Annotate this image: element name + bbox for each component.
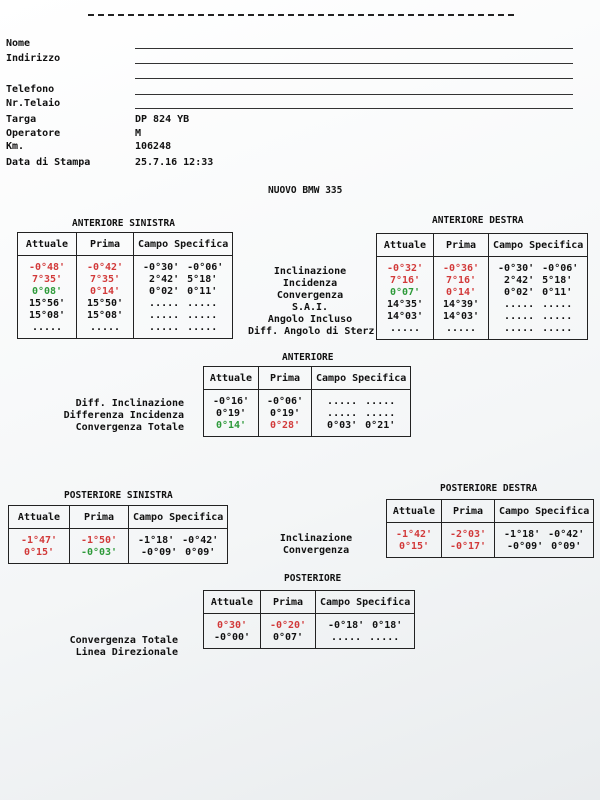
row-label: Differenza Incidenza: [63, 410, 184, 421]
row-label: Linea Direzionale: [75, 647, 178, 658]
table-row: [204, 632, 415, 649]
table-row: [18, 286, 233, 298]
before-cell: -1°50': [70, 529, 129, 548]
before-cell: 15°08': [77, 310, 134, 322]
spec-min: -0°09': [141, 547, 178, 558]
spec-cell: [312, 408, 411, 420]
before-cell: 15°50': [77, 298, 134, 310]
spec-min: .....: [327, 396, 358, 407]
rear-labels: [272, 533, 360, 557]
spec-max: .....: [187, 298, 218, 309]
actual-cell: 15°56': [18, 298, 77, 310]
before-cell: 0°07': [261, 632, 316, 649]
before-cell: 14°03': [434, 311, 489, 323]
table-row: [9, 547, 228, 564]
row-label: Diff. Inclinazione: [75, 398, 184, 409]
spec-max: 0°09': [185, 547, 216, 558]
plate-label: Targa: [6, 114, 37, 125]
col-actual: Attuale: [377, 234, 434, 257]
table-row: [377, 299, 588, 311]
spec-max: .....: [369, 632, 400, 643]
before-cell: -0°03': [70, 547, 129, 564]
front-right-table: [376, 233, 588, 340]
actual-cell: 15°08': [18, 310, 77, 322]
spec-min: -1°18': [504, 529, 541, 540]
col-spec: Campo Specifica: [129, 506, 228, 529]
spec-min: 2°42': [149, 274, 180, 285]
spec-cell: [489, 275, 588, 287]
actual-cell: -0°32': [377, 257, 434, 276]
front-right-title: ANTERIORE DESTRA: [432, 215, 524, 226]
spec-min: .....: [504, 311, 535, 322]
col-spec: Campo Specifica: [495, 500, 594, 523]
row-label: Convergenza: [276, 290, 344, 301]
row-label: Inclinazione: [279, 533, 353, 544]
before-cell: .....: [77, 322, 134, 339]
col-actual: Attuale: [387, 500, 442, 523]
spec-max: 0°21': [365, 420, 396, 431]
before-cell: -0°17': [442, 541, 495, 558]
spec-cell: [489, 257, 588, 276]
col-before: Prima: [77, 233, 134, 256]
actual-cell: -1°42': [387, 523, 442, 542]
table-row: [377, 323, 588, 340]
vehicle-title: NUOVO BMW 335: [268, 185, 343, 196]
actual-cell: -0°48': [18, 256, 77, 275]
address-label: Indirizzo: [6, 53, 61, 64]
spec-max: 0°11': [187, 286, 218, 297]
spec-max: .....: [542, 323, 573, 334]
actual-cell: 0°14': [204, 420, 259, 437]
spec-min: .....: [504, 323, 535, 334]
name-line: [135, 48, 573, 49]
before-cell: -0°42': [77, 256, 134, 275]
col-before: Prima: [442, 500, 495, 523]
row-label: Incidenza: [282, 278, 338, 289]
front-labels: [248, 266, 375, 338]
spec-max: .....: [365, 408, 396, 419]
spec-cell: [134, 322, 233, 339]
spec-cell: [489, 287, 588, 299]
chassis-line: [135, 108, 573, 109]
spec-min: .....: [149, 322, 180, 333]
table-row: [18, 274, 233, 286]
address-line-2: [135, 78, 573, 79]
front-total-labels: [56, 398, 184, 434]
spec-max: .....: [365, 396, 396, 407]
spec-max: 0°18': [372, 620, 403, 631]
spec-cell: [134, 310, 233, 322]
before-cell: 0°14': [434, 287, 489, 299]
spec-max: 5°18': [187, 274, 218, 285]
col-actual: Attuale: [18, 233, 77, 256]
spec-max: .....: [187, 322, 218, 333]
front-left-title: ANTERIORE SINISTRA: [72, 218, 175, 229]
actual-cell: 14°03': [377, 311, 434, 323]
name-label: Nome: [6, 38, 31, 49]
top-dashed-rule: [88, 14, 514, 16]
spec-max: 5°18': [542, 275, 573, 286]
spec-cell: [489, 299, 588, 311]
actual-cell: 0°15': [387, 541, 442, 558]
table-row: [18, 256, 233, 275]
table-row: [377, 287, 588, 299]
before-cell: -0°06': [259, 390, 312, 409]
front-left-table: [17, 232, 233, 339]
spec-cell: [129, 529, 228, 548]
rear-right-title: POSTERIORE DESTRA: [440, 483, 538, 494]
table-row: [18, 322, 233, 339]
front-table: [203, 366, 411, 437]
col-before: Prima: [70, 506, 129, 529]
row-label: Convergenza: [282, 545, 350, 556]
spec-min: -0°30': [143, 262, 180, 273]
spec-cell: [312, 420, 411, 437]
table-row: [9, 529, 228, 548]
actual-cell: 0°15': [9, 547, 70, 564]
before-cell: -0°20': [261, 614, 316, 633]
spec-min: -0°18': [328, 620, 365, 631]
before-cell: 0°19': [259, 408, 312, 420]
table-row: [204, 420, 411, 437]
actual-cell: 0°07': [377, 287, 434, 299]
spec-min: .....: [149, 310, 180, 321]
spec-max: .....: [542, 299, 573, 310]
spec-cell: [495, 523, 594, 542]
spec-max: -0°06': [542, 263, 579, 274]
phone-line: [135, 94, 573, 95]
phone-label: Telefono: [6, 84, 55, 95]
km-value: 106248: [135, 141, 172, 152]
rear-left-title: POSTERIORE SINISTRA: [64, 490, 173, 501]
operator-value: M: [135, 128, 142, 139]
spec-cell: [134, 256, 233, 275]
table-row: [387, 541, 594, 558]
row-label: Convergenza Totale: [75, 422, 184, 433]
spec-max: 0°09': [551, 541, 582, 552]
table-row: [377, 311, 588, 323]
before-cell: 7°35': [77, 274, 134, 286]
actual-cell: 7°35': [18, 274, 77, 286]
col-spec: Campo Specifica: [134, 233, 233, 256]
print-date-label: Data di Stampa: [6, 157, 91, 168]
row-label: Diff. Angolo di Sterz: [248, 326, 375, 337]
spec-max: -0°42': [548, 529, 585, 540]
rear-table: [203, 590, 415, 649]
before-cell: -0°36': [434, 257, 489, 276]
spec-min: -0°09': [507, 541, 544, 552]
actual-cell: .....: [18, 322, 77, 339]
spec-min: -1°18': [138, 535, 175, 546]
spec-max: .....: [542, 311, 573, 322]
spec-cell: [495, 541, 594, 558]
actual-cell: -1°47': [9, 529, 70, 548]
col-spec: Campo Specifica: [489, 234, 588, 257]
row-label: Angolo Incluso: [267, 314, 353, 325]
spec-cell: [134, 298, 233, 310]
spec-cell: [134, 274, 233, 286]
col-spec: Campo Specifica: [312, 367, 411, 390]
address-line: [135, 63, 573, 64]
rear-right-table: [386, 499, 594, 558]
plate-value: DP 824 YB: [135, 114, 190, 125]
spec-min: .....: [331, 632, 362, 643]
spec-max: -0°06': [187, 262, 224, 273]
km-label: Km.: [6, 141, 25, 152]
actual-cell: -0°00': [204, 632, 261, 649]
table-row: [204, 408, 411, 420]
chassis-label: Nr.Telaio: [6, 98, 61, 109]
col-actual: Attuale: [9, 506, 70, 529]
table-row: [377, 275, 588, 287]
col-spec: Campo Specifica: [316, 591, 415, 614]
col-actual: Attuale: [204, 367, 259, 390]
actual-cell: 14°35': [377, 299, 434, 311]
actual-cell: 0°30': [204, 614, 261, 633]
col-before: Prima: [259, 367, 312, 390]
actual-cell: 0°08': [18, 286, 77, 298]
actual-cell: .....: [377, 323, 434, 340]
rear-left-table: [8, 505, 228, 564]
spec-min: .....: [504, 299, 535, 310]
table-row: [18, 310, 233, 322]
before-cell: -2°03': [442, 523, 495, 542]
spec-max: -0°42': [182, 535, 219, 546]
spec-min: 0°03': [327, 420, 358, 431]
col-actual: Attuale: [204, 591, 261, 614]
before-cell: 7°16': [434, 275, 489, 287]
spec-cell: [312, 390, 411, 409]
spec-cell: [129, 547, 228, 564]
row-label: Convergenza Totale: [69, 635, 178, 646]
spec-min: .....: [327, 408, 358, 419]
operator-label: Operatore: [6, 128, 61, 139]
table-row: [204, 614, 415, 633]
spec-min: .....: [149, 298, 180, 309]
rear-total-labels: [54, 635, 178, 659]
row-label: S.A.I.: [291, 302, 329, 313]
print-date-value: 25.7.16 12:33: [135, 157, 214, 168]
before-cell: 0°28': [259, 420, 312, 437]
spec-min: 2°42': [504, 275, 535, 286]
actual-cell: 7°16': [377, 275, 434, 287]
spec-cell: [489, 323, 588, 340]
actual-cell: 0°19': [204, 408, 259, 420]
table-row: [377, 257, 588, 276]
spec-cell: [489, 311, 588, 323]
front-title: ANTERIORE: [282, 352, 334, 363]
row-label: Inclinazione: [273, 266, 347, 277]
before-cell: 14°39': [434, 299, 489, 311]
spec-min: -0°30': [498, 263, 535, 274]
actual-cell: -0°16': [204, 390, 259, 409]
spec-cell: [316, 632, 415, 649]
spec-max: .....: [187, 310, 218, 321]
table-row: [204, 390, 411, 409]
before-cell: .....: [434, 323, 489, 340]
before-cell: 0°14': [77, 286, 134, 298]
spec-min: 0°02': [149, 286, 180, 297]
table-row: [387, 523, 594, 542]
col-before: Prima: [261, 591, 316, 614]
spec-min: 0°02': [504, 287, 535, 298]
spec-cell: [134, 286, 233, 298]
spec-max: 0°11': [542, 287, 573, 298]
spec-cell: [316, 614, 415, 633]
rear-title: POSTERIORE: [284, 573, 342, 584]
table-row: [18, 298, 233, 310]
col-before: Prima: [434, 234, 489, 257]
